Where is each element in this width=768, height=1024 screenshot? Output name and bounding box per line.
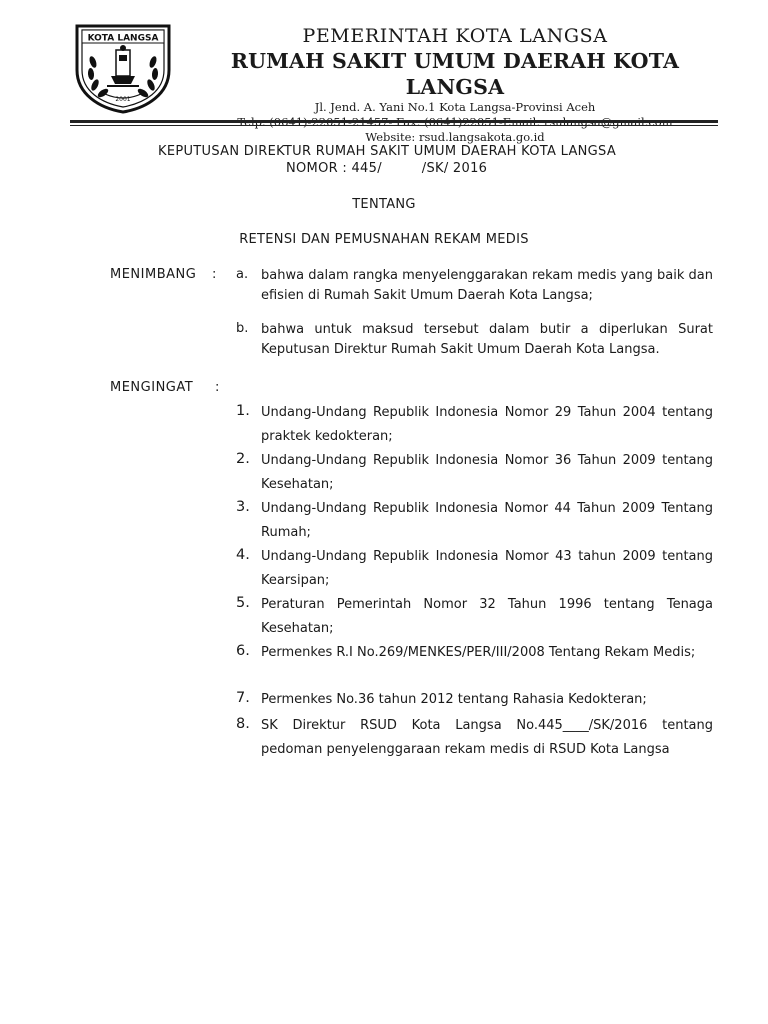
mengingat-label: MENGINGAT — [110, 380, 194, 395]
letterhead-divider-thick — [70, 120, 718, 123]
legal-basis-number: 7. — [236, 690, 250, 706]
consideration-marker: a. — [236, 267, 249, 282]
legal-basis-number: 2. — [236, 451, 250, 467]
decree-title: KEPUTUSAN DIREKTUR RUMAH SAKIT UMUM DAERAH KOTA LANGSA — [158, 144, 617, 159]
institution-name: RUMAH SAKIT UMUM DAERAH KOTA LANGSA — [230, 49, 680, 99]
legal-basis-text: Undang-Undang Republik Indonesia Nomor 36 Tahun 2009 tentang Kesehatan; — [261, 453, 713, 492]
legal-basis-number: 1. — [236, 403, 250, 419]
consideration-marker: b. — [236, 321, 249, 336]
decree-subject: RETENSI DAN PEMUSNAHAN REKAM MEDIS — [239, 232, 529, 247]
menimbang-colon: : — [212, 267, 217, 282]
government-name: PEMERINTAH KOTA LANGSA — [302, 25, 608, 47]
legal-basis-number: 5. — [236, 595, 250, 611]
legal-basis-text: Undang-Undang Republik Indonesia Nomor 43 tahun 2009 tentang Kearsipan; — [261, 549, 713, 588]
legal-basis-text: Undang-Undang Republik Indonesia Nomor 29 Tahun 2004 tentang praktek kedokteran; — [261, 405, 713, 444]
legal-basis-number: 6. — [236, 643, 250, 659]
legal-basis-number: 8. — [236, 716, 250, 732]
legal-basis-text: Permenkes R.I No.269/MENKES/PER/III/2008 Tentang Rekam Medis; — [261, 645, 696, 660]
address-line: Jl. Jend. A. Yani No.1 Kota Langsa-Provinsi Aceh — [314, 100, 596, 114]
city-emblem-logo — [71, 22, 175, 114]
letterhead — [180, 24, 730, 145]
svg-text:2001: 2001 — [115, 96, 131, 103]
legal-basis-text: Permenkes No.36 tahun 2012 tentang Rahasia Kedokteran; — [261, 692, 647, 707]
svg-text:KOTA LANGSA: KOTA LANGSA — [87, 33, 159, 44]
legal-basis-text: SK Direktur RSUD Kota Langsa No.445____/SK/2016 tentang pedoman penyelenggaraan rekam medis di RSUD Kota Langsa — [261, 718, 713, 757]
legal-basis-number: 4. — [236, 547, 250, 563]
about-heading: TENTANG — [352, 197, 416, 212]
letterhead-divider-thin — [70, 125, 718, 126]
legal-basis-number: 3. — [236, 499, 250, 515]
legal-basis-text: Undang-Undang Republik Indonesia Nomor 44 Tahun 2009 Tentang Rumah; — [261, 501, 713, 540]
legal-basis-text: Peraturan Pemerintah Nomor 32 Tahun 1996 tentang Tenaga Kesehatan; — [261, 597, 713, 636]
decree-number: NOMOR : 445/ /SK/ 2016 — [286, 161, 488, 176]
menimbang-label: MENIMBANG — [110, 267, 197, 282]
consideration-text: bahwa untuk maksud tersebut dalam butir a diperlukan Surat Keputusan Direktur Rumah Sakit Umum Daerah Kota Langsa. — [261, 322, 713, 357]
website-line: Website: rsud.langsakota.go.id — [365, 130, 545, 144]
consideration-text: bahwa dalam rangka menyelenggarakan rekam medis yang baik dan efisien di Rumah Sakit Umum Daerah Kota Langsa; — [261, 268, 713, 303]
mengingat-colon: : — [215, 380, 220, 395]
